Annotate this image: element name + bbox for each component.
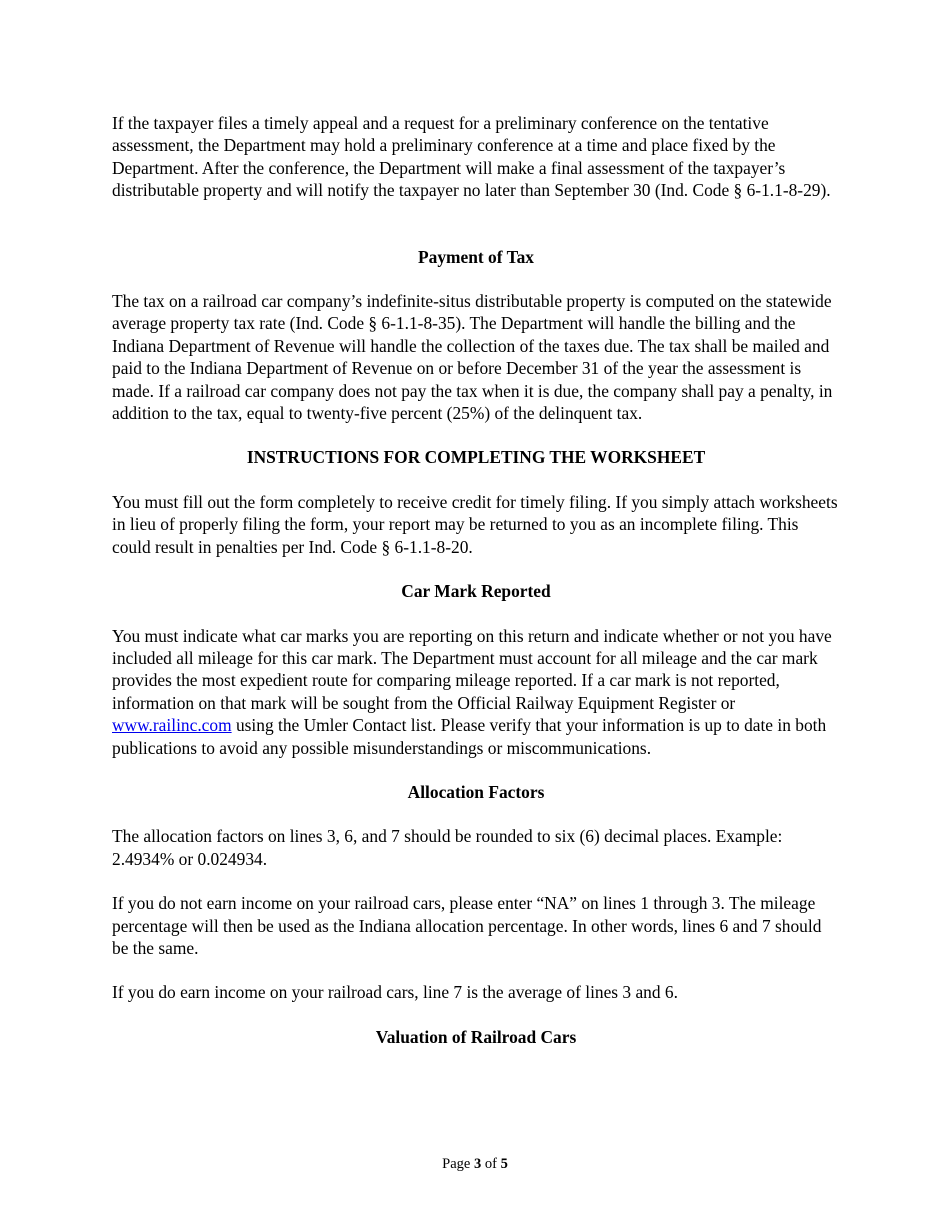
heading-payment-of-tax: Payment of Tax (418, 246, 534, 267)
document-page (112, 112, 840, 1048)
paragraph-car-mark-reported (112, 625, 840, 759)
car-mark-text-after: using the Umler Contact list. Please verify that your information is up to date in both publications to avoid any possible misunderstandings or miscommunications. (112, 715, 827, 758)
heading-allocation-factors: Allocation Factors (407, 781, 545, 802)
total-pages-number: 5 (500, 1156, 508, 1172)
paragraph-allocation-rounding: The allocation factors on lines 3, 6, and 7 should be rounded to six (6) decimal places. Example: 2.4934% or 0.024934. (112, 826, 783, 869)
page-word: Page (442, 1156, 471, 1172)
railinc-link[interactable]: www.railinc.com (112, 715, 232, 736)
current-page-number: 3 (473, 1156, 482, 1172)
paragraph-preliminary-conference: If the taxpayer files a timely appeal and a request for a preliminary conference on the tentative assessment, the Department may hold a preliminary conference at a time and place fixed by the Department. After the conference, the Department will make a final assessment of the taxpayer’s distributable property and will notify the taxpayer no later than September 30 (Ind. Code § 6-1.1-8-29). (112, 113, 831, 201)
paragraph-payment-of-tax: The tax on a railroad car company’s indefinite-situs distributable property is computed on the statewide average property tax rate (Ind. Code § 6-1.1-8-35). The Department will handle the billing and the Indiana Department of Revenue will handle the collection of the taxes due. The tax shall be mailed and paid to the Indiana Department of Revenue on or before December 31 of the year the assessment is made. If a railroad car company does not pay the tax when it is due, the company shall pay a penalty, in addition to the tax, equal to twenty-five percent (25%) of the delinquent tax. (112, 291, 833, 424)
paragraph-instructions: You must fill out the form completely to receive credit for timely filing. If you simply attach worksheets in lieu of properly filing the form, your report may be returned to you as an incomplete filing. This could result in penalties per Ind. Code § 6-1.1-8-20. (112, 491, 838, 557)
heading-instructions: INSTRUCTIONS FOR COMPLETING THE WORKSHEET (246, 447, 706, 468)
paragraph-allocation-income: If you do earn income on your railroad cars, line 7 is the average of lines 3 and 6. (112, 982, 678, 1003)
heading-valuation-of-railroad-cars: Valuation of Railroad Cars (375, 1026, 577, 1047)
of-word: of (484, 1156, 497, 1172)
heading-car-mark-reported: Car Mark Reported (401, 581, 551, 602)
paragraph-allocation-no-income: If you do not earn income on your railroad cars, please enter “NA” on lines 1 through 3. The mileage percentage will then be used as the Indiana allocation percentage. In other words, lines 6 and 7 should be the same. (112, 893, 822, 958)
car-mark-text-before: You must indicate what car marks you are reporting on this return and indicate whether or not you have included all mileage for this car mark. The Department must account for all mileage and the car mark provides the most expedient route for comparing mileage reported. If a car mark is not reported, information on that mark will be sought from the Official Railway Equipment Register or (112, 625, 832, 713)
page-footer (0, 1155, 950, 1173)
